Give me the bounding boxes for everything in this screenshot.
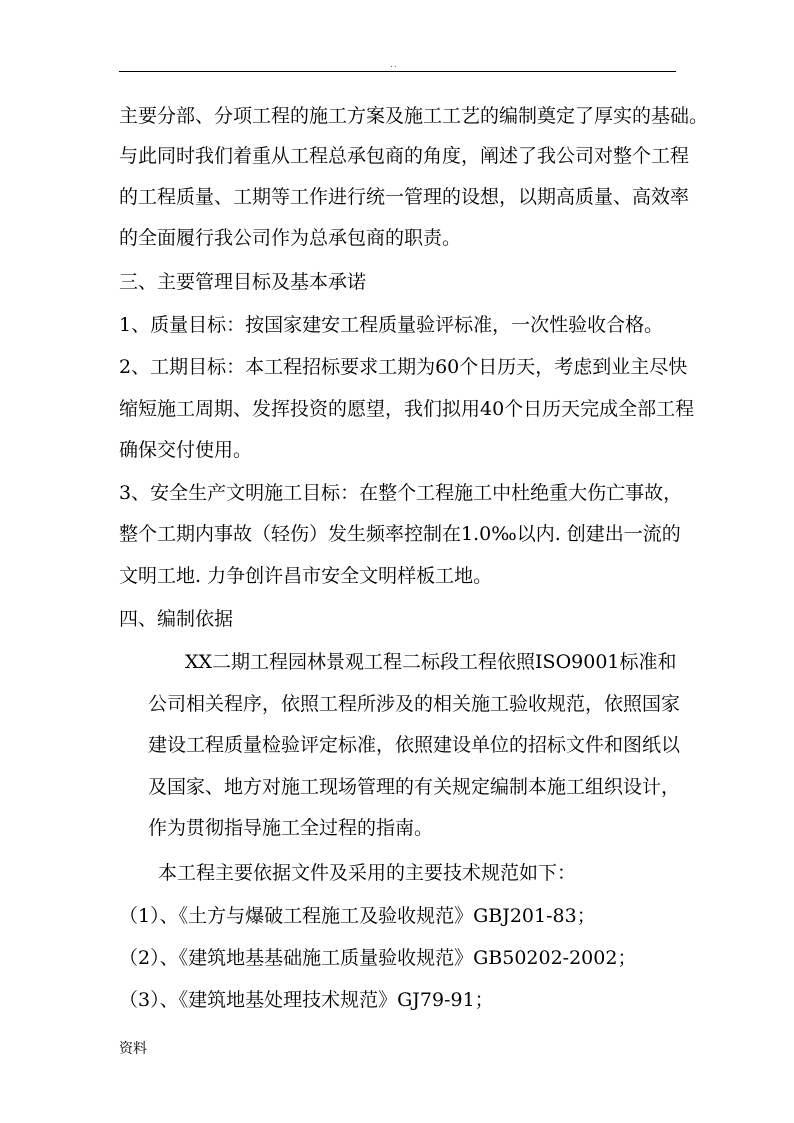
- reference-item: （3）、《建筑地基处理技术规范》GJ79-91；: [119, 989, 494, 1011]
- goal-item-schedule: 2、工期目标：本工程招标要求工期为60个日历天，考虑到业主尽快: [119, 356, 688, 378]
- goal-item-safety-cont: 整个工期内事故（轻伤）发生频率控制在1.0‰以内. 创建出一流的: [119, 523, 681, 545]
- paragraph-line: 的全面履行我公司作为总承包商的职责。: [119, 227, 462, 249]
- paragraph-line: 主要分部、分项工程的施工方案及施工工艺的编制奠定了厚实的基础。: [119, 105, 709, 127]
- paragraph-line: 与此同时我们着重从工程总承包商的角度，阐述了我公司对整个工程: [119, 145, 690, 167]
- goal-item-schedule-cont: 缩短施工周期、发挥投资的愿望，我们拟用40个日历天完成全部工程: [119, 398, 695, 420]
- references-intro: 本工程主要依据文件及采用的主要技术规范如下：: [158, 862, 577, 884]
- goal-item-schedule-cont: 确保交付使用。: [119, 439, 253, 461]
- basis-paragraph-line: XX二期工程园林景观工程二标段工程依照ISO9001标准和: [185, 651, 677, 673]
- header-mark: ..: [390, 60, 398, 70]
- goal-item-quality: 1、质量目标：按国家建安工程质量验评标准，一次性验收合格。: [119, 314, 664, 336]
- section-heading: 四、编制依据: [119, 608, 234, 630]
- section-heading: 三、主要管理目标及基本承诺: [119, 271, 367, 293]
- footer-label: 资料: [119, 1041, 147, 1057]
- basis-paragraph-line: 及国家、地方对施工现场管理的有关规定编制本施工组织设计，: [148, 776, 681, 798]
- header-rule: [119, 71, 676, 72]
- reference-item: （2）、《建筑地基基础施工质量验收规范》GB50202-2002；: [119, 947, 637, 969]
- goal-item-safety-cont: 文明工地. 力争创许昌市安全文明样板工地。: [119, 565, 493, 587]
- basis-paragraph-line: 作为贯彻指导施工全过程的指南。: [148, 817, 434, 839]
- goal-item-safety: 3、安全生产文明施工目标：在整个工程施工中杜绝重大伤亡事故，: [119, 482, 683, 504]
- basis-paragraph-line: 公司相关程序，依照工程所涉及的相关施工验收规范，依照国家: [148, 693, 681, 715]
- basis-paragraph-line: 建设工程质量检验评定标准，依照建设单位的招标文件和图纸以: [148, 734, 681, 756]
- paragraph-line: 的工程质量、工期等工作进行统一管理的设想，以期高质量、高效率: [119, 186, 690, 208]
- reference-item: （1）、《土方与爆破工程施工及验收规范》GBJ201-83；: [119, 905, 596, 927]
